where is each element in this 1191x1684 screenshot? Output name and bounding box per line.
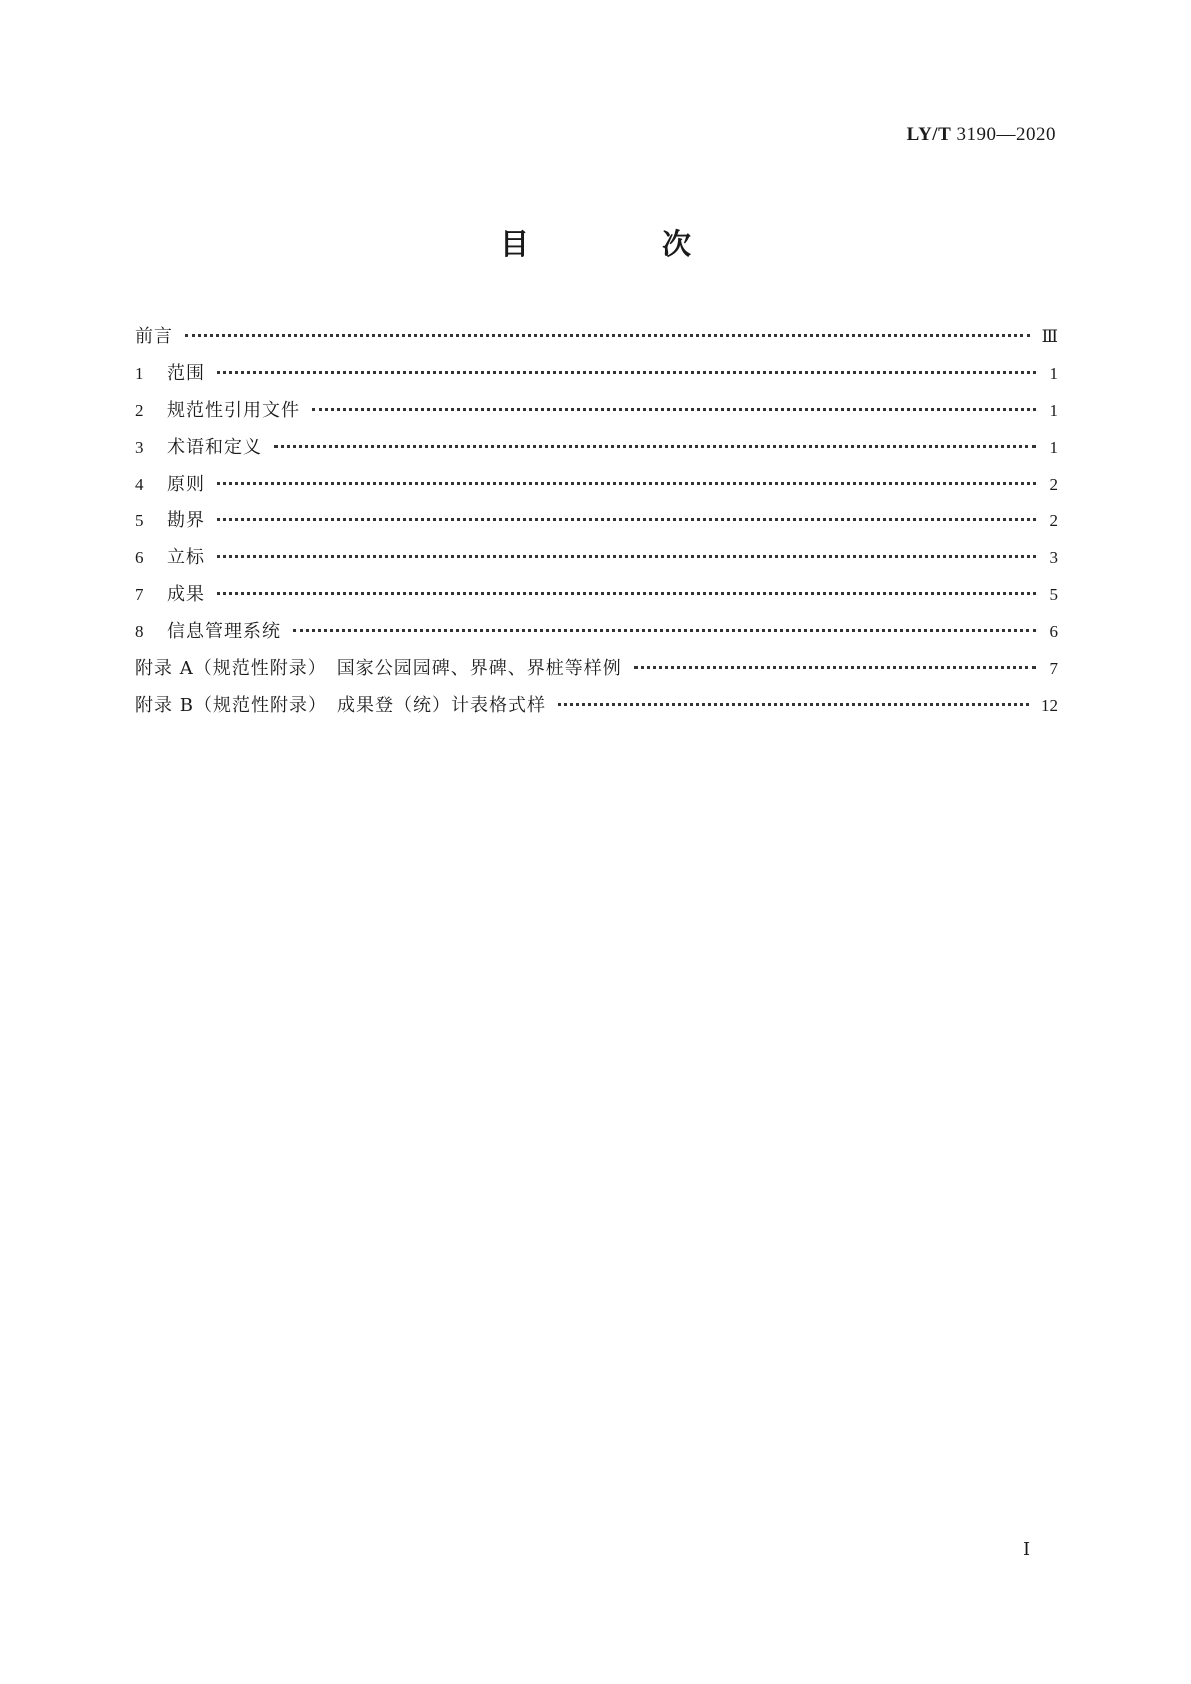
toc-entry-page: 1: [1049, 437, 1058, 457]
toc-entry-label: 附录 B（规范性附录） 成果登（统）计表格式样: [135, 694, 546, 716]
toc-entry-normative-references[interactable]: [135, 396, 1058, 433]
toc-dot-leader: [312, 408, 1036, 411]
toc-entry-number: 8: [135, 622, 144, 642]
toc-entry-page: 1: [1049, 363, 1058, 383]
standard-code-prefix: LY/T: [906, 124, 952, 145]
toc-entry-terms-definitions[interactable]: [135, 433, 1058, 470]
toc-entry-label: 原则: [167, 473, 205, 495]
toc-entry-label: 范围: [167, 362, 205, 384]
standard-code-number: 3190—2020: [956, 124, 1056, 145]
toc-entry-label: 立标: [167, 547, 205, 569]
toc-entry-number: 4: [135, 474, 144, 494]
toc-entry-results[interactable]: [135, 580, 1058, 617]
page-number: Ⅰ: [1023, 1539, 1031, 1559]
toc-entry-label: 信息管理系统: [167, 621, 281, 643]
toc-entry-page: 1: [1049, 400, 1058, 420]
toc-dot-leader: [217, 518, 1036, 521]
toc-entry-label: 规范性引用文件: [167, 399, 300, 421]
toc-entry-appendix-b[interactable]: [135, 691, 1058, 728]
toc-dot-leader: [558, 703, 1029, 706]
toc-dot-leader: [217, 482, 1036, 485]
toc-entry-page: 5: [1049, 585, 1058, 605]
toc-entry-number: 2: [135, 400, 144, 420]
toc-entry-number: 6: [135, 548, 144, 568]
table-of-contents: [135, 322, 1058, 728]
toc-dot-leader: [274, 445, 1036, 448]
toc-entry-appendix-a[interactable]: [135, 654, 1058, 691]
toc-entry-page: 3: [1049, 548, 1058, 568]
toc-entry-marker-setting[interactable]: [135, 543, 1058, 580]
toc-dot-leader: [293, 629, 1036, 632]
toc-entry-number: 1: [135, 363, 144, 383]
toc-entry-label: 勘界: [167, 510, 205, 532]
toc-dot-leader: [185, 334, 1030, 337]
toc-entry-page: 6: [1049, 622, 1058, 642]
toc-entry-foreword[interactable]: [135, 322, 1058, 359]
toc-entry-page: 2: [1049, 511, 1058, 531]
toc-entry-label: 前言: [135, 326, 173, 347]
toc-entry-information-system[interactable]: [135, 617, 1058, 654]
toc-entry-number: 5: [135, 511, 144, 531]
toc-entry-page: 7: [1049, 659, 1058, 679]
toc-dot-leader: [217, 371, 1036, 374]
toc-entry-page: 12: [1041, 695, 1058, 715]
toc-entry-number: 3: [135, 437, 144, 457]
toc-entry-page: 2: [1049, 474, 1058, 494]
toc-entry-principles[interactable]: [135, 470, 1058, 507]
toc-dot-leader: [634, 666, 1036, 669]
toc-entry-number: 7: [135, 585, 144, 605]
toc-dot-leader: [217, 555, 1036, 558]
standard-code: [907, 124, 1056, 146]
toc-entry-label: 术语和定义: [167, 436, 262, 458]
toc-entry-scope[interactable]: [135, 359, 1058, 396]
page-title: 目 次: [499, 227, 743, 261]
toc-entry-label: 附录 A（规范性附录） 国家公园园碑、界碑、界桩等样例: [135, 658, 622, 680]
toc-entry-label: 成果: [167, 584, 205, 606]
toc-dot-leader: [217, 592, 1036, 595]
toc-entry-boundary-survey[interactable]: [135, 506, 1058, 543]
toc-entry-page: Ⅲ: [1041, 327, 1058, 346]
